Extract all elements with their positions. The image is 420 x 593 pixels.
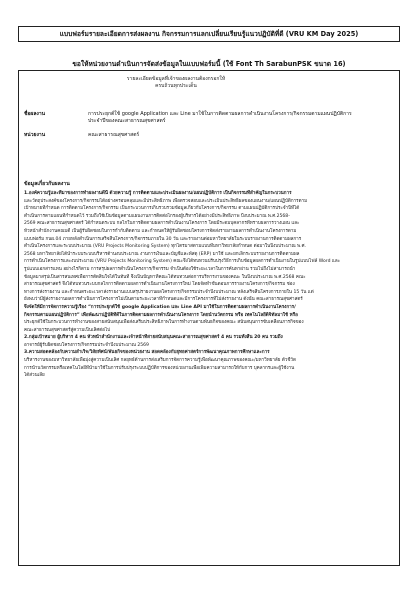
font-instruction: ขอให้หน่วยงานดำเนินการจัดส่งข้อมูลในแบบฟอร์มนี้ (ใช้ Font Th SarabunPSK ขนาด 16) — [72, 60, 346, 68]
body-line: จึงจัดให้มีการจัดการความรู้เรื่อง “การประยุกต์ใช้ google Application และ Line API มาใช้ในการติดตามผลการดำเนินงานโครงการ/ — [24, 304, 296, 310]
body-line: 2.กลุ่มเป้าหมาย ผู้บริหาร 4 คน หัวหน้าสำนักงานและเจ้าหน้าที่สายสนับสนุนคณะสาธารณสุขศาสตร์ 4 คน รวมทั้งสิ้น 20 คน รวมถึง — [24, 335, 283, 341]
body-line: สาธารณสุขศาสตร์ จึงได้ทบทวนระบบกลไกการติดตามผลการดำเนินงานโครงการใหม่ โดยจัดทำขั้นตอนการรายงานโครงการ/กิจกรรม ช่อง — [24, 282, 295, 288]
body-line: บริหารงานของมหาวิทยาลัยเพื่อมุ่งสู่ความเป็นเลิศ กลยุทธ์ด้านการส่งเสริมการจัดการความรู้เพื่อพัฒนาคุณภาพของคณะ/มหาวิทยาลัย ตัวชี้วัด — [24, 358, 296, 364]
topic-value-line: การประยุกต์ใช้ google Application และ Line มาใช้ในการติดตามผลการดำเนินงานโครงการ/กิจกรรมตามแผนปฏิบัติการ — [88, 111, 352, 117]
body-line: อาจารย์ผู้รับผิดชอบโครงการ/กิจกรรมประจำปีงบประมาณ 2569 — [24, 342, 149, 348]
body-line: ข้อมูลมาสรุปเป็นสารสนเทศเพื่อการตัดสินใจได้ในทันที จึงเป็นปัญหาที่คณะได้ทบทวนต่อการบริหารงานของคณะ ในปีงบประมาณ พ.ศ.2568 คณะ — [24, 274, 306, 280]
body-line: ดำเนินโครงการและระบบประมาณ (VRU Projects Monitoring System) ทุกไตรมาสตามแบบที่มหาวิทยาลัยกำหนด ต่อมาในปีงบประมาณ พ.ศ. — [24, 244, 306, 250]
body-line: ดำเนินการตามแผนที่กำหนดไว้ รวมถึงใช้เป็นข้อมูลตามแผนงานการติดต่อไกรองผู้บริหารได้อย่างมีประสิทธิภาพ ปีงบประมาณ พ.ศ.2568- — [24, 213, 290, 219]
body-line: กิจกรรมตามแผนปฏิบัติการ” เพื่อพัฒนาปฏิบัติที่ดีในการติดตามผลการดำเนินงานโครงการ โดยนำนวัตกรรม หรือ เทคโนโลยีดิจิทัลมาใช้ หรือ — [24, 312, 298, 318]
body-line: 1.องค์ความรู้และที่มาของการทำผลงานดีนี้ ด้วยความรู้ การติดตามและประเมินผลงาน/แผนปฏิบัติการ เป็นกิจกรรมที่สำคัญในกระบวนการ — [24, 191, 292, 196]
body-line: ได้ส่วนเลีย — [24, 373, 45, 379]
topic-value — [88, 111, 390, 125]
body-line: แบบฟอร์ม กนผ.04 ภายหลังดำเนินการเสร็จสิ้นโครงการ/กิจกรรมภายใน 30 วัน และรายงานต่อมหาวิทยาลัยในระบบรายงานการติดตามผลการ — [24, 236, 302, 242]
unit-value-text: คณะสาธารณสุขศาสตร์ — [88, 132, 140, 138]
note-line: รายละเอียดข้อมูลที่เจ้าของผลงานต้องกรอกให้ — [126, 76, 226, 82]
unit-value — [88, 132, 390, 139]
topic-value-line: ประจำปีของคณะสาธารณสุขศาสตร์ — [88, 118, 166, 124]
body-line: ประยุกต์ใช้ในกระบวนการทำงานของสายสนับสนุนเพื่อส่งเสริมประสิทธิภาพในการทำงานตามพันธกิจของคณะ สนับสนุนการขับเคลื่อนภารกิจของ — [24, 320, 304, 326]
fill-in-note — [116, 76, 236, 90]
section-heading: ข้อมูลเกี่ยวกับผลงาน — [24, 181, 70, 187]
body-line: และวัตถุประสงค์ของโครงการ/กิจกรรมได้อย่างครอบคลุมและมีประสิทธิภาพ เพื่อตรวจสอบและประเมินประสิทธิผลของแผนงาน/แผนปฏิบัติการตาม — [24, 198, 308, 204]
body-line: เป้าหมายที่กำหนด การติดตามโครงการ/กิจกรรม เป็นกระบวนการเก็บรวบรวมข้อมูลเกี่ยวกับโครงการ/กิจกรรม ตามแผนปฏิบัติการประจำปีที่ได้ — [24, 206, 300, 212]
body-line: ยังพบว่ามีผู้ส่งรายงานผลการดำเนินการโครงการไม่เป็นตามระยะเวลาที่กำหนดและมีการโครงการที่ไม่ส่งรายงาน ดังนั้น คณะสาธารณสุขศาสตร์ — [24, 297, 303, 303]
note-line: ครบถ้วนทุกประเด็น — [155, 83, 197, 89]
body-line: หัวหน้าสำนักงานคณบดี เป็นผู้รับผิดชอบในการกำกับติดตาม และกำหนดให้ผู้รับผิดชอบโครงการจัดส่งรายงานผลการดำเนินงานโครงการตาม — [24, 228, 297, 234]
document-title: แบบฟอร์มรายละเอียดการส่งผลงาน กิจกรรมการแลกเปลี่ยนเรียนรู้แนวปฏิบัติที่ดี (VRU KM Day 2025) — [18, 26, 400, 42]
unit-label: หน่วยงาน — [24, 132, 46, 138]
body-line: 3.ความสอดคล้องกับความสำเร็จ/วิสัยทัศน์/พันธกิจของหน่วยงาน สอดคล้องกับยุทธศาสตร์การพัฒนาคุณภาพการศึกษาและการ — [24, 350, 270, 356]
body-line: 2569 คณะสาธารณสุขศาสตร์ ได้กำหนดระบบ กลไกในการติดตามผลการดำเนินงานโครงการ โดยมีระดมบุคลากรที่ทราบผลการวางแผน และ — [24, 221, 300, 227]
body-line: ทางการส่งรายงาน และกำหนดระยะเวลาส่งรายงานแบบสรุปรายงานผลโครงการ/กิจกรรมประจำปีงบประมาณ หลังเสร็จสิ้นโครงการภายใน 15 วัน แต่ — [24, 289, 314, 295]
body-line: การดำเนินโครงการและงบประมาณ (VRU Projects Monitoring System) คณะจึงได้ทบทวนปรับปรุงวิธีการเก็บข้อมูลผลการดำเนินงานในรูปแบบไฟล์ Word และ — [24, 259, 341, 265]
body-paragraphs — [24, 190, 394, 380]
body-line: การนำนวัตกรรมหรือเทคโนโลยีที่นำมาใช้ในการปรับปรุงระบบปฏิบัติการของหน่วยงานเพื่อเพิ่มความสามารถให้กับการ บุคลากรและผู้ใช้งาน — [24, 365, 295, 371]
body-line: คณะสาธารณสุขศาสตร์สู่ความเป็นเลิศต่อไป — [24, 327, 111, 333]
body-line: รูปแบบเอกสารแทน อย่างไรก็ตาม การสรุปผลการดำเนินโครงการ/กิจกรรม จำเป็นต้องใช้ระยะเวลาในการค้นหาผ่าน รวมไปถึงไม่สามารถนำ — [24, 266, 296, 272]
topic-label: ชื่อผลงาน — [24, 111, 46, 117]
body-line: 2568 มหาวิทยาลัยได้นำระบบระบบบริหารด้านงบประมาณ งานการเงินและบัญชีและพัสดุ (ERP) มาใช้ และยกเลิกระบบรายงานการติดตามผล — [24, 251, 300, 257]
